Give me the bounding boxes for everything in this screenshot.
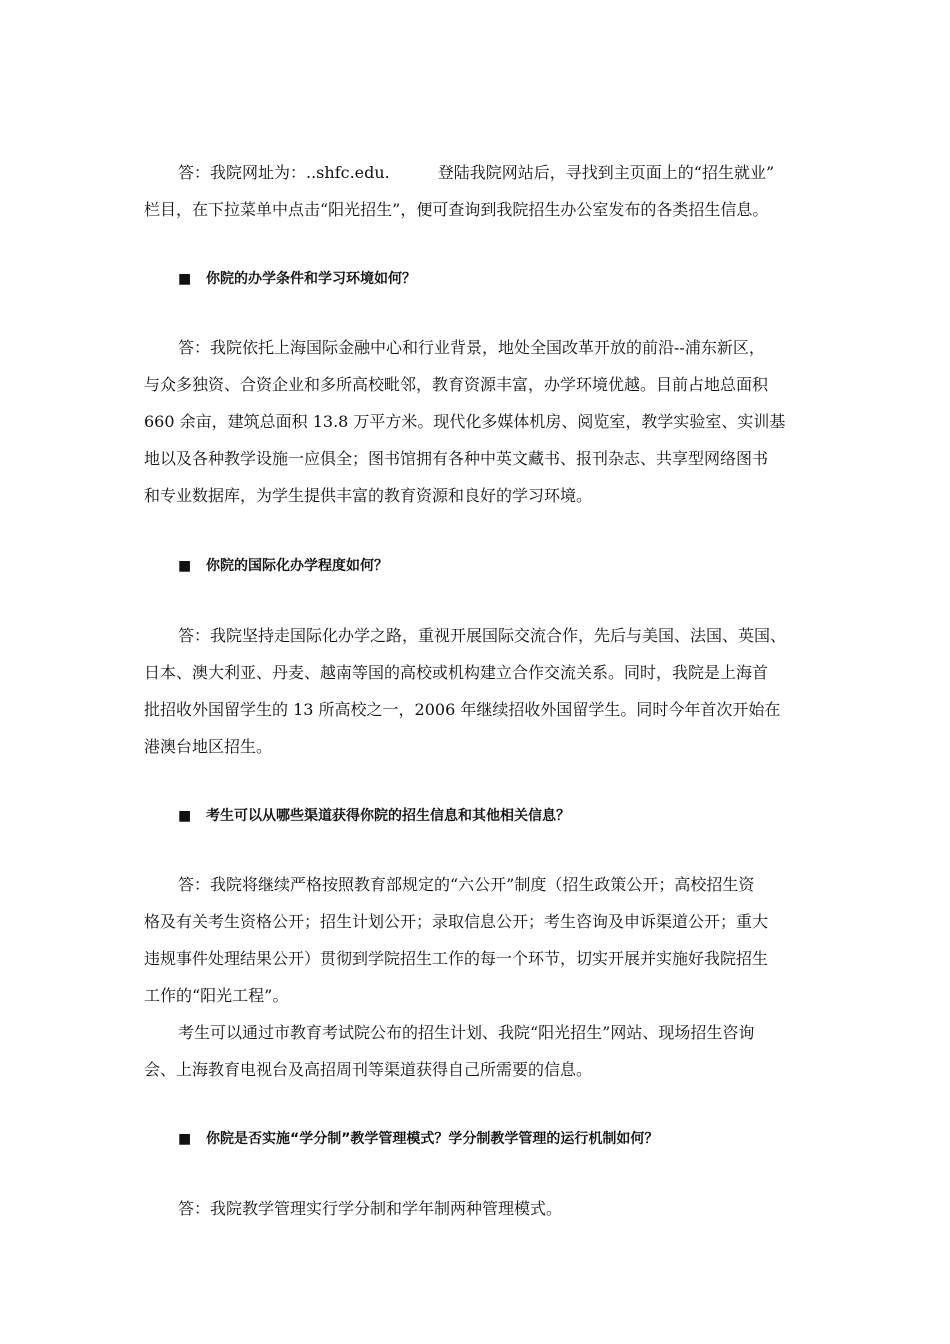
answer-2-line-3: 批招收外国留学生的 13 所高校之一，2006 年继续招收外国留学生。同时今年首次开始在 [144, 700, 781, 719]
question-text-2: 你院的国际化办学程度如何？ [206, 558, 388, 574]
bullet-square-icon: ■ [178, 558, 192, 574]
bullet-square-icon: ■ [178, 1131, 192, 1147]
intro-line-1-part-a: 答：我院网址为：..shfc.edu. [178, 163, 390, 182]
question-heading-1 [178, 269, 416, 289]
answer-1-line-1: 答：我院依托上海国际金融中心和行业背景，地处全国改革开放的前沿--浦东新区， [178, 338, 765, 357]
answer-2-line-1: 答：我院坚持走国际化办学之路，重视开展国际交流合作，先后与美国、法国、英国、 [178, 626, 787, 645]
question-text-3: 考生可以从哪些渠道获得你院的招生信息和其他相关信息？ [206, 808, 570, 824]
bullet-square-icon: ■ [178, 808, 192, 824]
answer-2-line-4: 港澳台地区招生。 [144, 737, 273, 756]
answer-1-line-3: 660 余亩，建筑总面积 13.8 万平方米。现代化多媒体机房、阅览室，教学实验室、实训基 [144, 412, 786, 431]
answer-1-line-2: 与众多独资、合资企业和多所高校毗邻，教育资源丰富，办学环境优越。目前占地总面积 [144, 375, 769, 394]
answer-1-line-4: 地以及各种教学设施一应俱全；图书馆拥有各种中英文藏书、报刊杂志、共享型网络图书 [144, 449, 769, 468]
intro-line-2: 栏目，在下拉菜单中点击“阳光招生”，便可查询到我院招生办公室发布的各类招生信息。 [144, 200, 769, 219]
answer-3-line-6: 会、上海教育电视台及高招周刊等渠道获得自己所需要的信息。 [144, 1060, 593, 1079]
bullet-square-icon: ■ [178, 271, 192, 287]
answer-1-line-5: 和专业数据库，为学生提供丰富的教育资源和良好的学习环境。 [144, 486, 593, 505]
answer-2-line-2: 日本、澳大利亚、丹麦、越南等国的高校或机构建立合作交流关系。同时，我院是上海首 [144, 663, 769, 682]
intro-line-1 [178, 163, 774, 183]
question-text-4: 你院是否实施“学分制”教学管理模式？学分制教学管理的运行机制如何？ [206, 1131, 659, 1147]
answer-3-line-1: 答：我院将继续严格按照教育部规定的“六公开”制度（招生政策公开；高校招生资 [178, 875, 755, 894]
answer-3-line-5: 考生可以通过市教育考试院公布的招生计划、我院“阳光招生”网站、现场招生咨询 [178, 1023, 755, 1042]
question-heading-3 [178, 806, 570, 826]
answer-3-line-4: 工作的“阳光工程”。 [144, 986, 289, 1005]
answer-3-line-2: 格及有关考生资格公开；招生计划公开；录取信息公开；考生咨询及申诉渠道公开；重大 [144, 912, 769, 931]
intro-line-1-part-b: 登陆我院网站后，寻找到主页面上的“招生就业” [437, 163, 775, 182]
question-text-1: 你院的办学条件和学习环境如何？ [206, 271, 416, 287]
answer-3-line-3: 违规事件处理结果公开）贯彻到学院招生工作的每一个环节，切实开展并实施好我院招生 [144, 949, 769, 968]
question-heading-4 [178, 1129, 658, 1149]
question-heading-2 [178, 556, 388, 576]
answer-4-line-1: 答：我院教学管理实行学分制和学年制两种管理模式。 [178, 1199, 563, 1218]
